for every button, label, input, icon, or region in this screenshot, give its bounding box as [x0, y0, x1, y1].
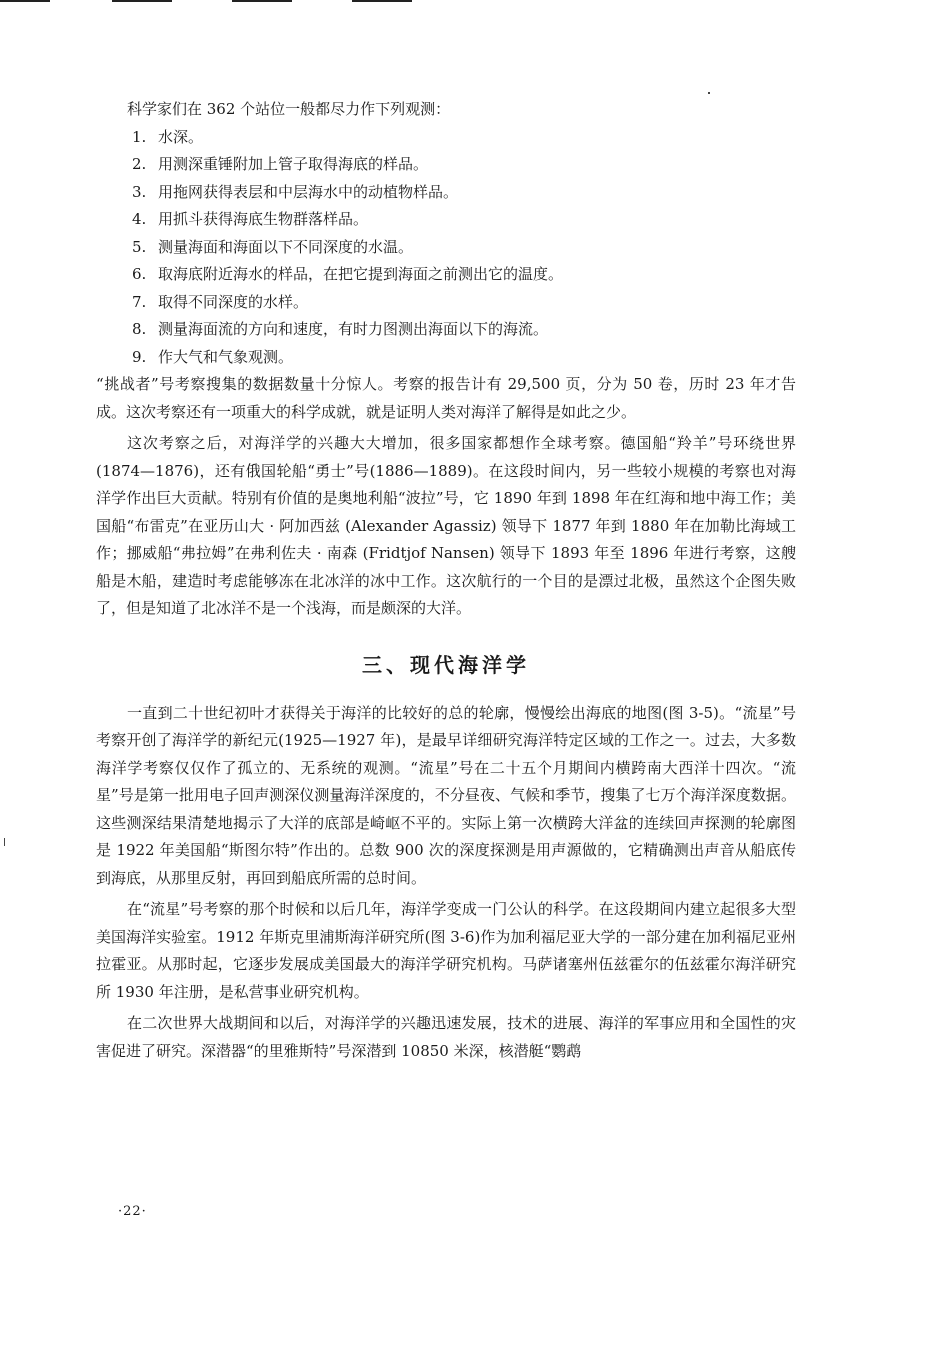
- intro-text: 科学家们在 362 个站位一般都尽力作下列观测：: [127, 100, 451, 118]
- list-item: [96, 316, 796, 344]
- list-item-number: 1.: [132, 127, 147, 146]
- list-item-number: 4.: [132, 210, 147, 228]
- list-item: [96, 234, 796, 262]
- list-item-text: 作大气和气象观测。: [158, 347, 294, 366]
- list-item: [96, 289, 796, 317]
- list-item-text: 用抓斗获得海底生物群落样品。: [158, 210, 369, 228]
- list-item-text: 水深。: [158, 127, 204, 146]
- list-item: [96, 124, 796, 152]
- list-item-number: 3.: [132, 182, 147, 201]
- list-item-text: 测量海面和海面以下不同深度的水温。: [158, 237, 414, 256]
- paragraph-wwii-research: 在二次世界大战期间和以后，对海洋学的兴趣迅速发展，技术的进展、海洋的军事应用和全国性的灾害促进了研究。深潜器“的里雅斯特”号深潜到 10850 米深，核潜艇“鹦鹉: [96, 1014, 796, 1060]
- list-item: [96, 261, 796, 289]
- list-item-number: 9.: [132, 347, 147, 366]
- scan-speck: [708, 92, 710, 94]
- list-item-text: 取海底附近海水的样品，在把它提到海面之前测出它的温度。: [158, 265, 564, 283]
- paragraph-oceanography-institutes: 在“流星”号考察的那个时候和以后几年，海洋学变成一门公认的科学。在这段期间内建立起很多大型美国海洋实验室。1912 年斯克里浦斯海洋研究所(图 3-6)作为加利福尼亚大学的一部分建在加利福尼亚州拉霍亚。从那时起，它逐步发展成美国最大的海洋学研究机构。马萨诸塞州伍兹霍尔的伍兹霍尔海洋研究所 1930 年注册，是私营事业研究机构。: [96, 900, 796, 1001]
- list-item: [96, 206, 796, 234]
- list-item-text: 用测深重锤附加上管子取得海底的样品。: [158, 155, 429, 173]
- list-item: [96, 179, 796, 207]
- list-item-text: 用拖网获得表层和中层海水中的动植物样品。: [158, 182, 459, 201]
- page-number: ·22·: [118, 1204, 147, 1219]
- list-item-number: 2.: [132, 155, 147, 173]
- paragraph-challenger-data: “挑战者”号考察搜集的数据数量十分惊人。考察的报告计有 29,500 页，分为 50 卷，历时 23 年才告成。这次考察还有一项重大的科学成就，就是证明人类对海洋了解得是如此之少。: [96, 375, 796, 421]
- observation-list: [96, 124, 796, 372]
- list-item-number: 8.: [132, 320, 147, 338]
- list-item-number: 7.: [132, 292, 147, 311]
- section-heading: 三、现代海洋学: [362, 652, 530, 677]
- list-item-text: 测量海面流的方向和速度，有时力图测出海面以下的海流。: [158, 320, 549, 338]
- scan-speck: [4, 838, 5, 846]
- list-item-number: 5.: [132, 237, 147, 256]
- scan-edge-line: [352, 0, 412, 2]
- scan-edge-line: [0, 0, 50, 2]
- paragraph-meteor-expedition: 一直到二十世纪初叶才获得关于海洋的比较好的总的轮廓，慢慢绘出海底的地图(图 3-5)。“流星”号考察开创了海洋学的新纪元(1925—1927 年)，是最早详细研究海洋特定区域的工作之一。过去，大多数海洋学考察仅仅作了孤立的、无系统的观测。“流星”号在二十五个月期间内横跨南大西洋十四次。“流星”号是第一批用电子回声测深仪测量海洋深度的，不分昼夜、气候和季节，搜集了七万个海洋深度数据。这些测深结果清楚地揭示了大洋的底部是崎岖不平的。实际上第一次横跨大洋盆的连续回声探测的轮廓图是 1922 年美国船“斯图尔特”作出的。总数 900 次的深度探测是用声源做的，它精确测出声音从船底传到海底，从那里反射，再回到船底所需的总时间。: [96, 703, 796, 887]
- scan-edge-line: [232, 0, 292, 2]
- list-item: [96, 151, 796, 179]
- document-page: [96, 96, 796, 1065]
- list-item-text: 取得不同深度的水样。: [158, 292, 309, 311]
- paragraph-later-expeditions: 这次考察之后，对海洋学的兴趣大大增加，很多国家都想作全球考察。德国船“羚羊”号环绕世界(1874—1876)，还有俄国轮船“勇士”号(1886—1889)。在这段时间内，另一些较小规模的考察也对海洋学作出巨大贡献。特别有价值的是奥地利船“波拉”号，它 1890 年到 1898 年在红海和地中海工作；美国船“布雷克”在亚历山大 · 阿加西兹 (Alexander Agassiz) 领导下 1877 年到 1880 年在加勒比海域工作；挪威船“弗拉姆”在弗利佐夫 · 南森 (Fridtjof Nansen) 领导下 1893 年至 1896 年进行考察，这艘船是木船，建造时考虑能够冻在北冰洋的冰中工作。这次航行的一个目的是漂过北极，虽然这个企图失败了，但是知道了北冰洋不是一个浅海，而是颇深的大洋。: [96, 434, 796, 617]
- list-item: [96, 344, 796, 372]
- scan-edge-line: [112, 0, 172, 2]
- list-item-number: 6.: [132, 265, 147, 283]
